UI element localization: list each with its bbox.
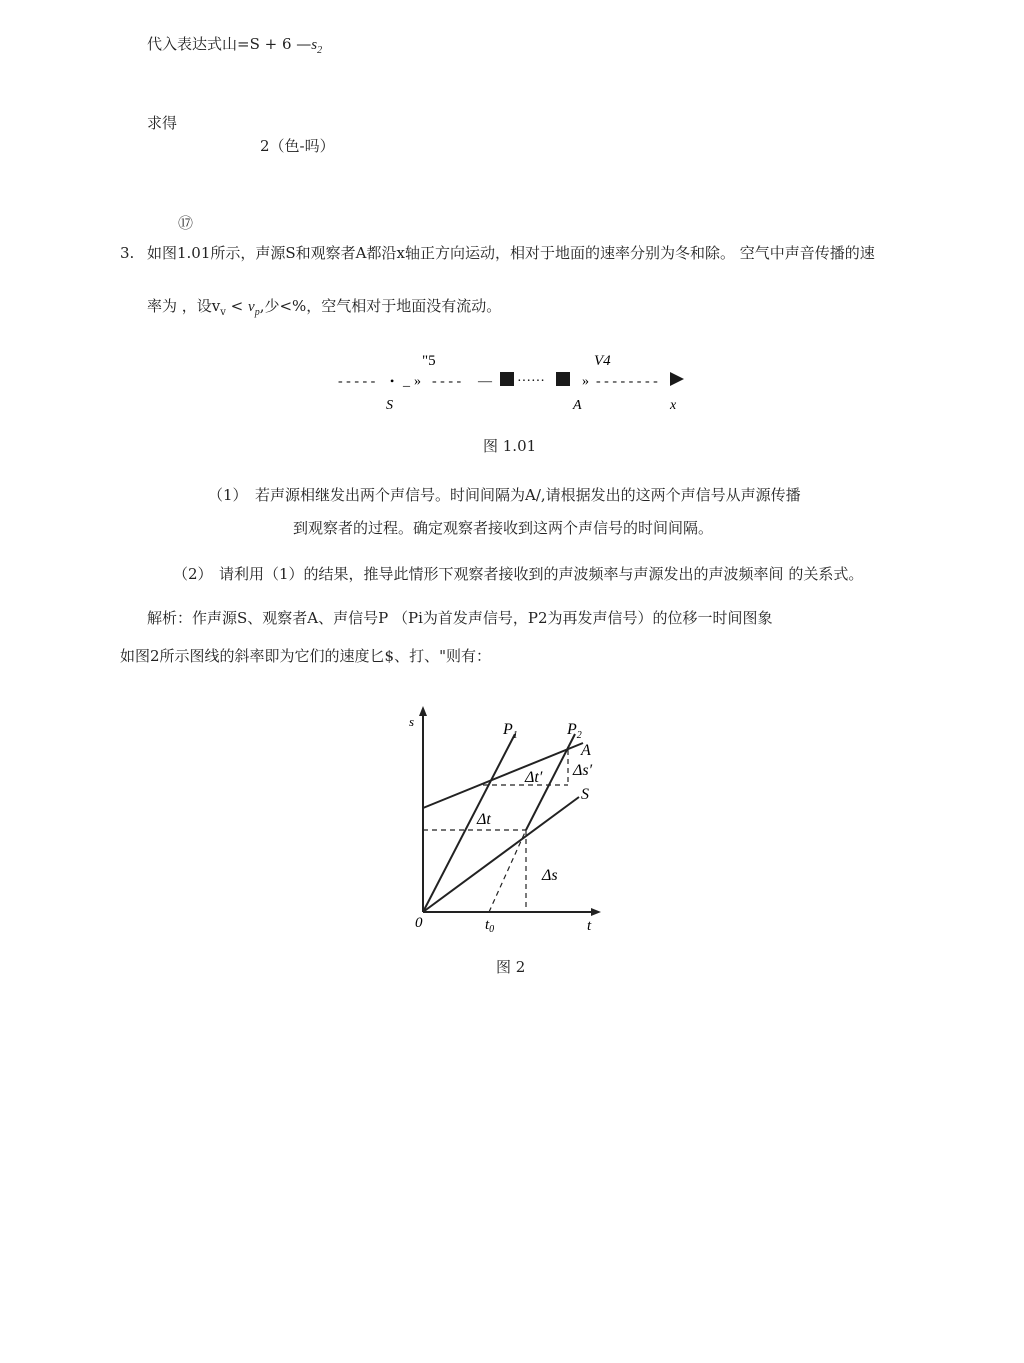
substitute-sub: s (311, 37, 318, 53)
q2-part-b: < (225, 297, 249, 315)
label-S: S (386, 398, 393, 413)
dashed-P2-extension (489, 830, 526, 912)
figure-2-caption: 图 2 (496, 958, 526, 976)
x-axis-arrowhead (670, 372, 684, 386)
mid-dashes: - - - - (432, 374, 462, 389)
qiude-label: 求得 (147, 114, 178, 132)
q2-sub-v: v (220, 307, 226, 318)
line-S (423, 797, 579, 912)
dash-before-block: — (478, 374, 492, 389)
equation-number: ⑰ (178, 214, 194, 232)
figure-1-01-caption: 图 1.01 (483, 437, 537, 455)
label-P1: $P_1$ (503, 721, 518, 741)
substitute-sub2: 2 (317, 45, 323, 56)
line-A (423, 743, 583, 808)
label-A-line: A (581, 742, 591, 759)
label-x: x (670, 398, 677, 413)
substitute-line (147, 34, 322, 61)
left-dashes: - - - - - (338, 374, 376, 389)
origin-label: 0 (415, 915, 423, 931)
result-expression: 2（色-吗） (260, 137, 335, 155)
label-ds-prime: Δs′ (573, 762, 593, 779)
question-line-1: 如图1.01所示，声源S和观察者A都沿x轴正方向运动，相对于地面的速率分别为冬和除。 空气中声音传播的速 (147, 244, 875, 262)
label-A: A (573, 398, 582, 413)
label-v5: "5 (422, 353, 436, 369)
label-dt: Δt (477, 811, 491, 828)
label-ds: Δs (542, 867, 558, 884)
observer-arrow: » (582, 374, 589, 389)
label-dt-prime: Δt′ (525, 769, 543, 786)
t-axis-arrow (591, 908, 601, 916)
s-axis-label: s (409, 714, 415, 729)
dots-between-blocks: ······ (517, 374, 545, 389)
block-right (556, 372, 570, 386)
s-axis-arrow (419, 706, 427, 716)
sub2-text: 请利用（1）的结果，推导此情形下观察者接收到的声波频率与声源发出的声波频率间 的关系式。 (219, 565, 864, 583)
analysis-line-1: 解析：作声源S、观察者A、声信号P （Pi为首发声信号，P2为再发声信号）的位移一时间图象 (147, 609, 773, 627)
q2-part-a: 率为 ，设v (147, 297, 221, 315)
source-dot: • (390, 374, 395, 388)
label-t0: $t_0$ (485, 917, 495, 935)
block-left (500, 372, 514, 386)
sub1-line-1: 若声源相继发出两个声信号。时间间隔为A/,请根据发出的这两个声信号从声源传播 (255, 486, 801, 504)
question-line-2 (147, 296, 501, 323)
q2-vp: v (248, 299, 255, 315)
label-v4: V4 (594, 353, 611, 369)
sub1-line-2: 到观察者的过程。确定观察者接收到这两个声信号的时间间隔。 (293, 519, 714, 537)
sub1-number: （1） (208, 486, 248, 504)
figure-1-01 (330, 345, 700, 420)
underscore-mark: _ (403, 374, 410, 389)
analysis-line-2: 如图2所示图线的斜率即为它们的速度匕$、打、"则有： (120, 647, 491, 665)
figure-2 (405, 700, 610, 940)
source-arrow: » (414, 374, 421, 389)
q2-part-c: ,少<%，空气相对于地面没有流动。 (259, 297, 502, 315)
label-S-line: S (581, 786, 589, 803)
right-dashes: - - - - - - - - (596, 374, 658, 389)
sub2-number: （2） (173, 565, 213, 583)
substitute-text: 代入表达式山=S + 6 — (147, 35, 312, 53)
t-axis-label: t (587, 918, 592, 934)
question-number: 3. (120, 244, 135, 262)
q2-vp-sub: p (254, 307, 260, 318)
label-P2: $P_2$ (567, 721, 582, 741)
